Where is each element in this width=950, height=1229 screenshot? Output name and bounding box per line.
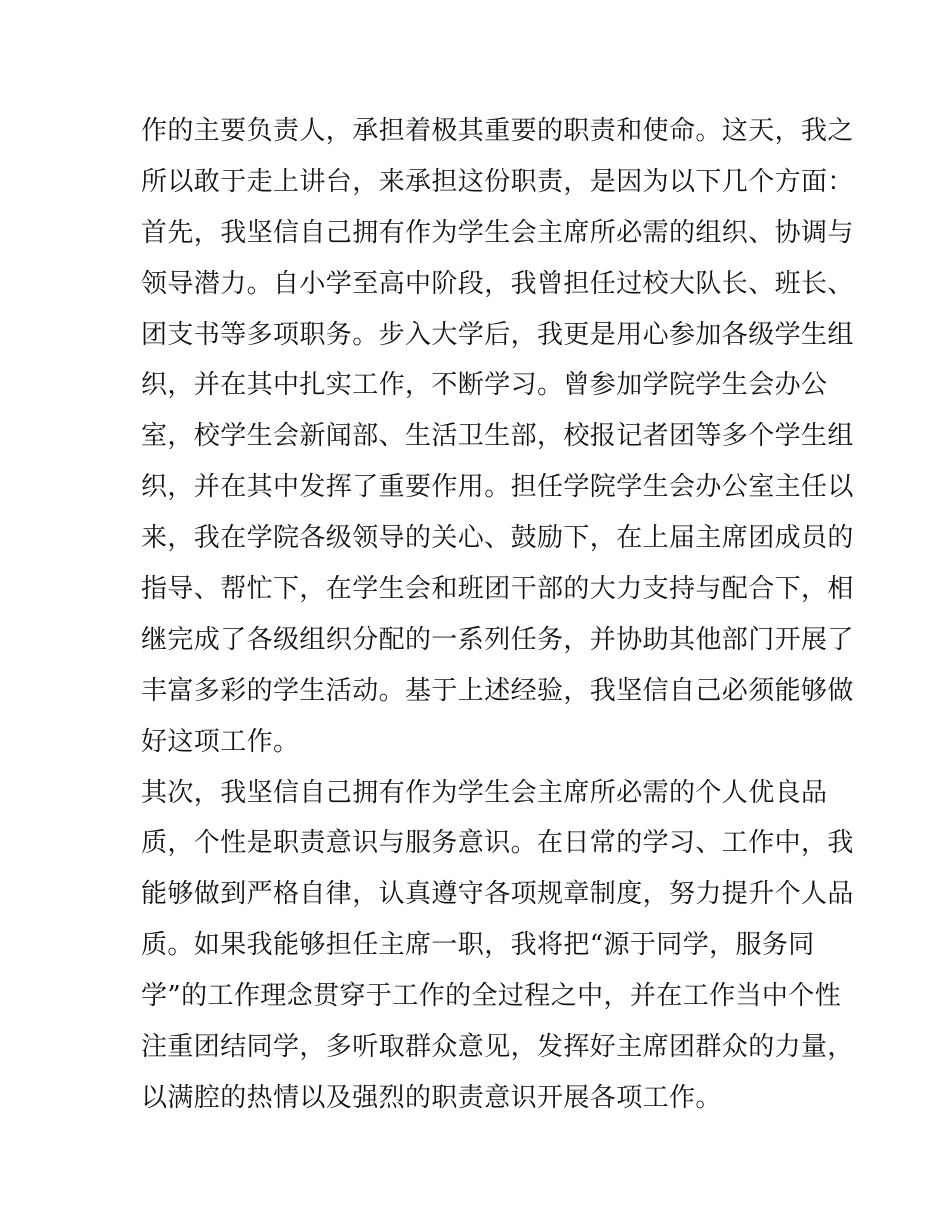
text-line: 室，校学生会新闻部、生活卫生部，校报记者团等多个学生组	[141, 421, 854, 452]
body-text	[141, 106, 854, 1124]
text-line: 丰富多彩的学生活动。基于上述经验，我坚信自己必须能够做	[141, 675, 854, 706]
text-line: 领导潜力。自小学至高中阶段，我曾担任过校大队长、班长、	[141, 268, 854, 299]
text-line: 好这项工作。	[141, 726, 300, 757]
text-line: 所以敢于走上讲台，来承担这份职责，是因为以下几个方面：	[141, 166, 854, 197]
text-line: 团支书等多项职务。步入大学后，我更是用心参加各级学生组	[141, 319, 854, 350]
text-line: 指导、帮忙下，在学生会和班团干部的大力支持与配合下，相	[141, 574, 854, 605]
text-line: 注重团结同学，多听取群众意见，发挥好主席团群众的力量，	[141, 1032, 854, 1063]
text-line: 其次，我坚信自己拥有作为学生会主席所必需的个人优良品	[141, 777, 828, 808]
text-line: 织，并在其中发挥了重要作用。担任学院学生会办公室主任以	[141, 472, 854, 503]
text-line: 以满腔的热情以及强烈的职责意识开展各项工作。	[141, 1082, 722, 1113]
text-line: 来，我在学院各级领导的关心、鼓励下，在上届主席团成员的	[141, 523, 854, 554]
text-line: 继完成了各级组织分配的一系列任务，并协助其他部门开展了	[141, 624, 854, 655]
text-line: 质，个性是职责意识与服务意识。在日常的学习、工作中，我	[141, 828, 854, 859]
text-line: 作的主要负责人，承担着极其重要的职责和使命。这天，我之	[141, 116, 854, 146]
text-line: 织，并在其中扎实工作，不断学习。曾参加学院学生会办公	[141, 370, 828, 401]
text-line: 首先，我坚信自己拥有作为学生会主席所必需的组织、协调与	[141, 217, 854, 248]
text-line: 学”的工作理念贯穿于工作的全过程之中，并在工作当中个性	[141, 981, 842, 1012]
text-line: 质。如果我能够担任主席一职，我将把“源于同学，服务同	[141, 930, 815, 961]
text-line: 能够做到严格自律，认真遵守各项规章制度，努力提升个人品	[141, 879, 854, 910]
